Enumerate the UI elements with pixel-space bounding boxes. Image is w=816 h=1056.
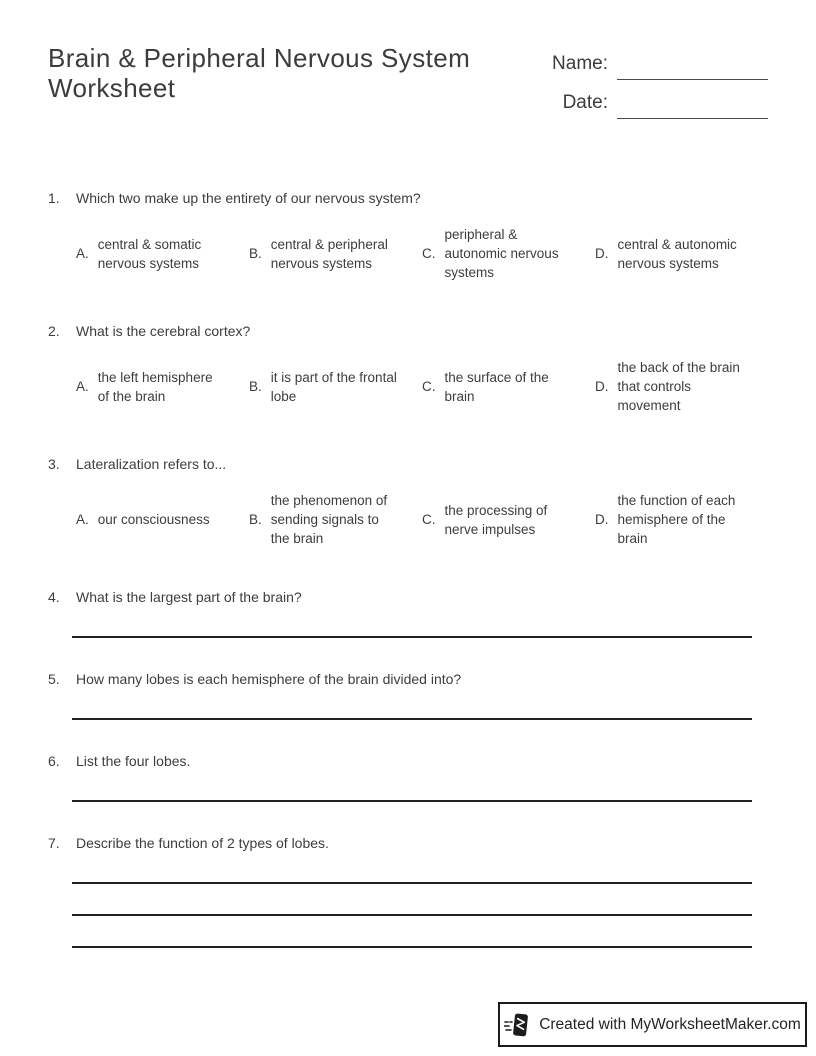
choice-letter: B. xyxy=(249,379,262,394)
choice-c xyxy=(422,358,595,415)
name-row xyxy=(552,53,768,75)
answer-line[interactable] xyxy=(72,718,752,720)
choice-text: the phenomenon of sending signals to the brain xyxy=(270,493,388,546)
choices-row xyxy=(76,358,768,415)
question-number: 7. xyxy=(48,835,60,851)
choice-letter: A. xyxy=(76,512,89,527)
choice-letter: B. xyxy=(249,246,262,261)
date-fill-line[interactable] xyxy=(617,118,768,119)
question-row xyxy=(48,455,768,474)
choice-letter: A. xyxy=(76,246,89,261)
worksheet-maker-logo-icon xyxy=(504,1011,530,1039)
question-text: How many lobes is each hemisphere of the brain divided into? xyxy=(76,671,462,687)
question-text: What is the largest part of the brain? xyxy=(76,589,302,605)
answer-line[interactable] xyxy=(72,914,752,916)
choice-a xyxy=(76,358,249,415)
choice-letter: D. xyxy=(595,512,609,527)
question-5 xyxy=(48,670,768,720)
question-7 xyxy=(48,834,768,948)
choice-letter: D. xyxy=(595,379,609,394)
choice-letter: A. xyxy=(76,379,89,394)
choice-text: central & autonomic nervous systems xyxy=(617,236,737,271)
choice-text: peripheral & autonomic nervous systems xyxy=(444,227,559,280)
question-number: 1. xyxy=(48,190,60,206)
choice-b xyxy=(249,491,422,548)
name-fill-line[interactable] xyxy=(617,79,768,80)
choice-text: the left hemisphere of the brain xyxy=(97,369,213,404)
answer-line[interactable] xyxy=(72,636,752,638)
choice-letter: C. xyxy=(422,379,436,394)
choices-row xyxy=(76,491,768,548)
question-text: Describe the function of 2 types of lobes. xyxy=(76,835,329,851)
name-label: Name: xyxy=(552,53,608,74)
question-row xyxy=(48,322,768,341)
choice-text: our consciousness xyxy=(97,512,210,527)
choice-text: the function of each hemisphere of the brain xyxy=(617,493,736,546)
questions-list xyxy=(48,189,768,948)
choice-a xyxy=(76,491,249,548)
question-text: Which two make up the entirety of our nervous system? xyxy=(76,190,421,206)
question-6 xyxy=(48,752,768,802)
choice-text: central & peripheral nervous systems xyxy=(270,236,388,271)
choice-d xyxy=(595,491,768,548)
choice-a xyxy=(76,225,249,282)
question-text: List the four lobes. xyxy=(76,753,191,769)
date-row xyxy=(552,92,768,114)
choice-b xyxy=(249,225,422,282)
question-row xyxy=(48,834,768,853)
question-1 xyxy=(48,189,768,282)
credit-badge[interactable] xyxy=(498,1002,807,1047)
choice-letter: D. xyxy=(595,246,609,261)
question-number: 4. xyxy=(48,589,60,605)
name-date-block xyxy=(552,44,768,131)
choice-c xyxy=(422,225,595,282)
answer-line[interactable] xyxy=(72,882,752,884)
date-label: Date: xyxy=(562,92,608,113)
question-number: 6. xyxy=(48,753,60,769)
choice-letter: B. xyxy=(249,512,262,527)
choice-d xyxy=(595,225,768,282)
question-number: 5. xyxy=(48,671,60,687)
credit-text: Created with MyWorksheetMaker.com xyxy=(539,1015,801,1033)
choice-text: central & somatic nervous systems xyxy=(97,236,202,271)
question-2 xyxy=(48,322,768,415)
question-row xyxy=(48,588,768,607)
question-4 xyxy=(48,588,768,638)
question-number: 2. xyxy=(48,323,60,339)
question-number: 3. xyxy=(48,456,60,472)
header xyxy=(48,44,768,131)
choice-text: the surface of the brain xyxy=(444,369,549,404)
choice-text: it is part of the frontal lobe xyxy=(270,369,397,404)
answer-line[interactable] xyxy=(72,946,752,948)
question-3 xyxy=(48,455,768,548)
choice-b xyxy=(249,358,422,415)
choice-text: the back of the brain that controls movement xyxy=(617,360,740,413)
question-text: Lateralization refers to... xyxy=(76,456,227,472)
choice-letter: C. xyxy=(422,512,436,527)
question-row xyxy=(48,189,768,208)
choices-row xyxy=(76,225,768,282)
choice-text: the processing of nerve impulses xyxy=(444,502,548,537)
choice-letter: C. xyxy=(422,246,436,261)
answer-line[interactable] xyxy=(72,800,752,802)
choice-d xyxy=(595,358,768,415)
question-row xyxy=(48,752,768,771)
question-text: What is the cerebral cortex? xyxy=(76,323,251,339)
choice-c xyxy=(422,491,595,548)
page-title: Brain & Peripheral Nervous System Worksheet xyxy=(48,43,471,103)
question-row xyxy=(48,670,768,689)
